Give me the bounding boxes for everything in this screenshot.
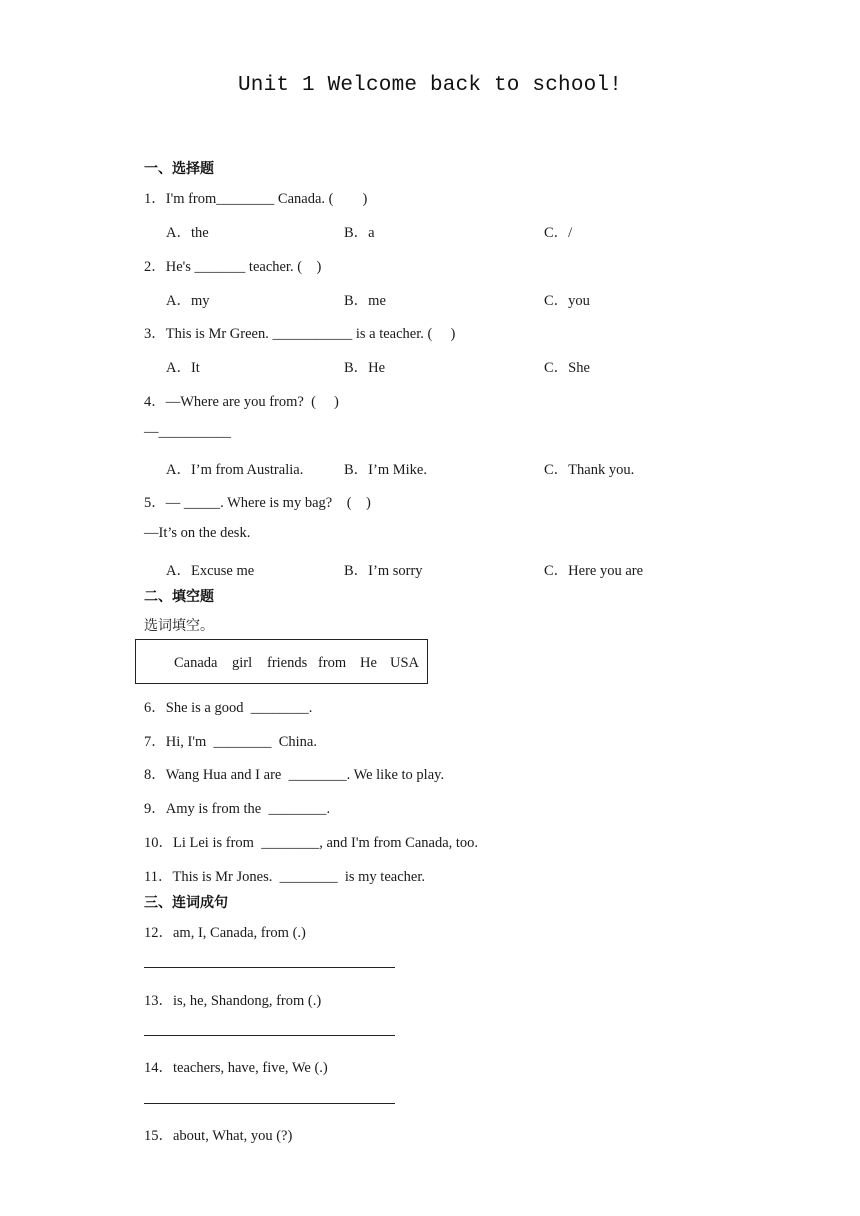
question-4: 4．—Where are you from? ( ) [144,394,339,410]
q1-option-b: B．a [344,225,375,241]
question-12: 12．am, I, Canada, from (.) [144,925,306,941]
word-bank-word: He [360,655,377,671]
q3-option-b: B．He [344,360,386,376]
q1-option-a: A．the [166,225,209,241]
question-10: 10．Li Lei is from ________, and I'm from Canada, too. [144,835,479,851]
q5-option-c: C．Here you are [544,563,644,579]
question-4-reply: —__________ [144,424,231,440]
q2-option-c: C．you [544,293,590,309]
question-5: 5．— _____. Where is my bag? ( ) [144,495,371,511]
word-bank-word: USA [390,655,420,671]
q4-option-c: C．Thank you. [544,462,635,478]
word-bank-box [135,639,428,684]
q5-option-b: B．I’m sorry [344,563,423,579]
word-bank-word: girl [232,655,253,671]
q3-option-c: C．She [544,360,590,376]
fill-instruction: 选词填空。 [144,618,214,634]
word-bank-word: from [318,655,347,671]
answer-line [144,967,395,968]
section-heading-order: 三、连词成句 [144,895,228,911]
word-bank-word: Canada [174,655,218,671]
page-title: Unit 1 Welcome back to school! [237,74,623,97]
question-13: 13．is, he, Shandong, from (.) [144,993,322,1009]
q2-option-a: A．my [166,293,210,309]
answer-line [144,1103,395,1104]
question-6: 6．She is a good ________. [144,700,313,716]
question-11: 11．This is Mr Jones. ________ is my teacher. [144,869,425,885]
question-3: 3．This is Mr Green. ___________ is a teacher. ( ) [144,326,456,342]
question-15: 15．about, What, you (?) [144,1128,293,1144]
question-9: 9．Amy is from the ________. [144,801,331,817]
q1-option-c: C．/ [544,225,573,241]
question-2: 2．He's _______ teacher. ( ) [144,259,322,275]
q4-option-b: B．I’m Mike. [344,462,427,478]
word-bank-word: friends [267,655,308,671]
q4-option-a: A．I’m from Australia. [166,462,304,478]
q3-option-a: A．It [166,360,200,376]
question-5-reply: —It’s on the desk. [144,525,251,541]
question-1: 1．I'm from________ Canada. ( ) [144,191,368,207]
question-7: 7．Hi, I'm ________ China. [144,734,317,750]
q5-option-a: A．Excuse me [166,563,255,579]
question-8: 8．Wang Hua and I are ________. We like to play. [144,767,445,783]
section-heading-choice: 一、选择题 [144,161,214,177]
question-14: 14．teachers, have, five, We (.) [144,1060,328,1076]
section-heading-fill: 二、填空题 [144,589,214,605]
q2-option-b: B．me [344,293,386,309]
answer-line [144,1035,395,1036]
